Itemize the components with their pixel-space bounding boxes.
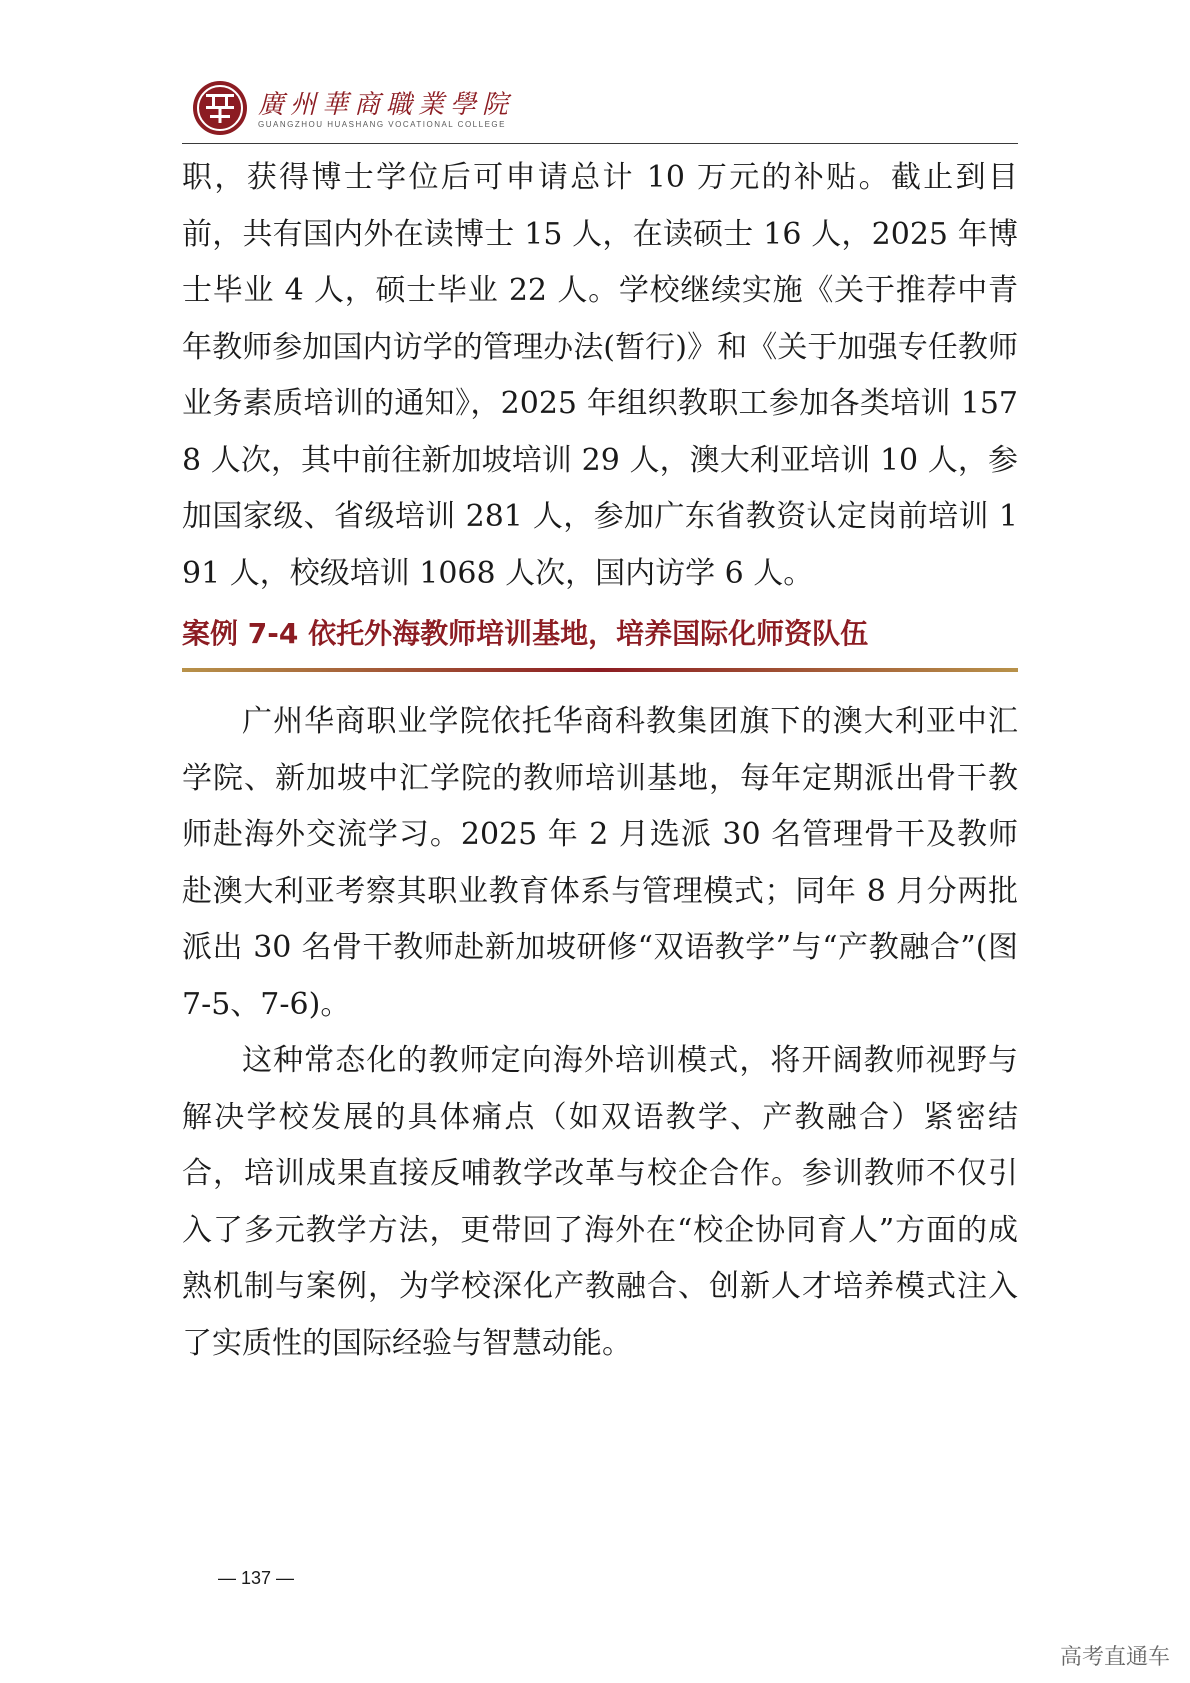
body-paragraph-1: 职，获得博士学位后可申请总计 10 万元的补贴。截止到目前，共有国内外在读博士 15 人，在读硕士 16 人，2025 年博士毕业 4 人，硕士毕业 22 人。学校继续实施《关于推荐中青年教师参加国内访学的管理办法(暂行)》和《关于加强专任教师业务素质培训的通知》，2025 年组织教职工参加各类培训 1578 人次，其中前往新加坡培训 29 人，澳大利亚培训 10 人，参加国家级、省级培训 281 人，参加广东省教资认定岗前培训 191 人，校级培训 1068 人次，国内访学 6 人。 bbox=[182, 160, 1018, 591]
body-paragraph-3: 这种常态化的教师定向海外培训模式，将开阔教师视野与解决学校发展的具体痛点（如双语教学、产教融合）紧密结合，培训成果直接反哺教学改革与校企合作。参训教师不仅引入了多元教学方法，更带回了海外在“校企协同育人”方面的成熟机制与案例，为学校深化产教融合、创新人才培养模式注入了实质性的国际经验与智慧动能。 bbox=[182, 1043, 1018, 1361]
college-name-en: GUANGZHOU HUASHANG VOCATIONAL COLLEGE bbox=[258, 120, 506, 129]
case-heading: 案例 7-4 依托外海教师培训基地，培养国际化师资队伍 bbox=[182, 617, 869, 650]
body-paragraph-2: 广州华商职业学院依托华商科教集团旗下的澳大利亚中汇学院、新加坡中汇学院的教师培训基地，每年定期派出骨干教师赴海外交流学习。2025 年 2 月选派 30 名管理骨干及教师赴澳大利亚考察其职业教育体系与管理模式；同年 8 月分两批派出 30 名骨干教师赴新加坡研修“双语教学”与“产教融合”(图 7-5、7-6)。 bbox=[182, 704, 1018, 1022]
college-name-cn: 廣州華商職業學院 bbox=[258, 90, 515, 120]
header-divider bbox=[182, 143, 1018, 144]
page-header bbox=[192, 80, 1018, 142]
case-heading-divider bbox=[182, 668, 1018, 672]
college-seal-logo bbox=[192, 80, 248, 136]
page-number: — 137 — bbox=[218, 1568, 295, 1588]
page-body bbox=[182, 150, 1018, 1372]
watermark-text: 高考直通车 bbox=[1059, 1645, 1170, 1670]
